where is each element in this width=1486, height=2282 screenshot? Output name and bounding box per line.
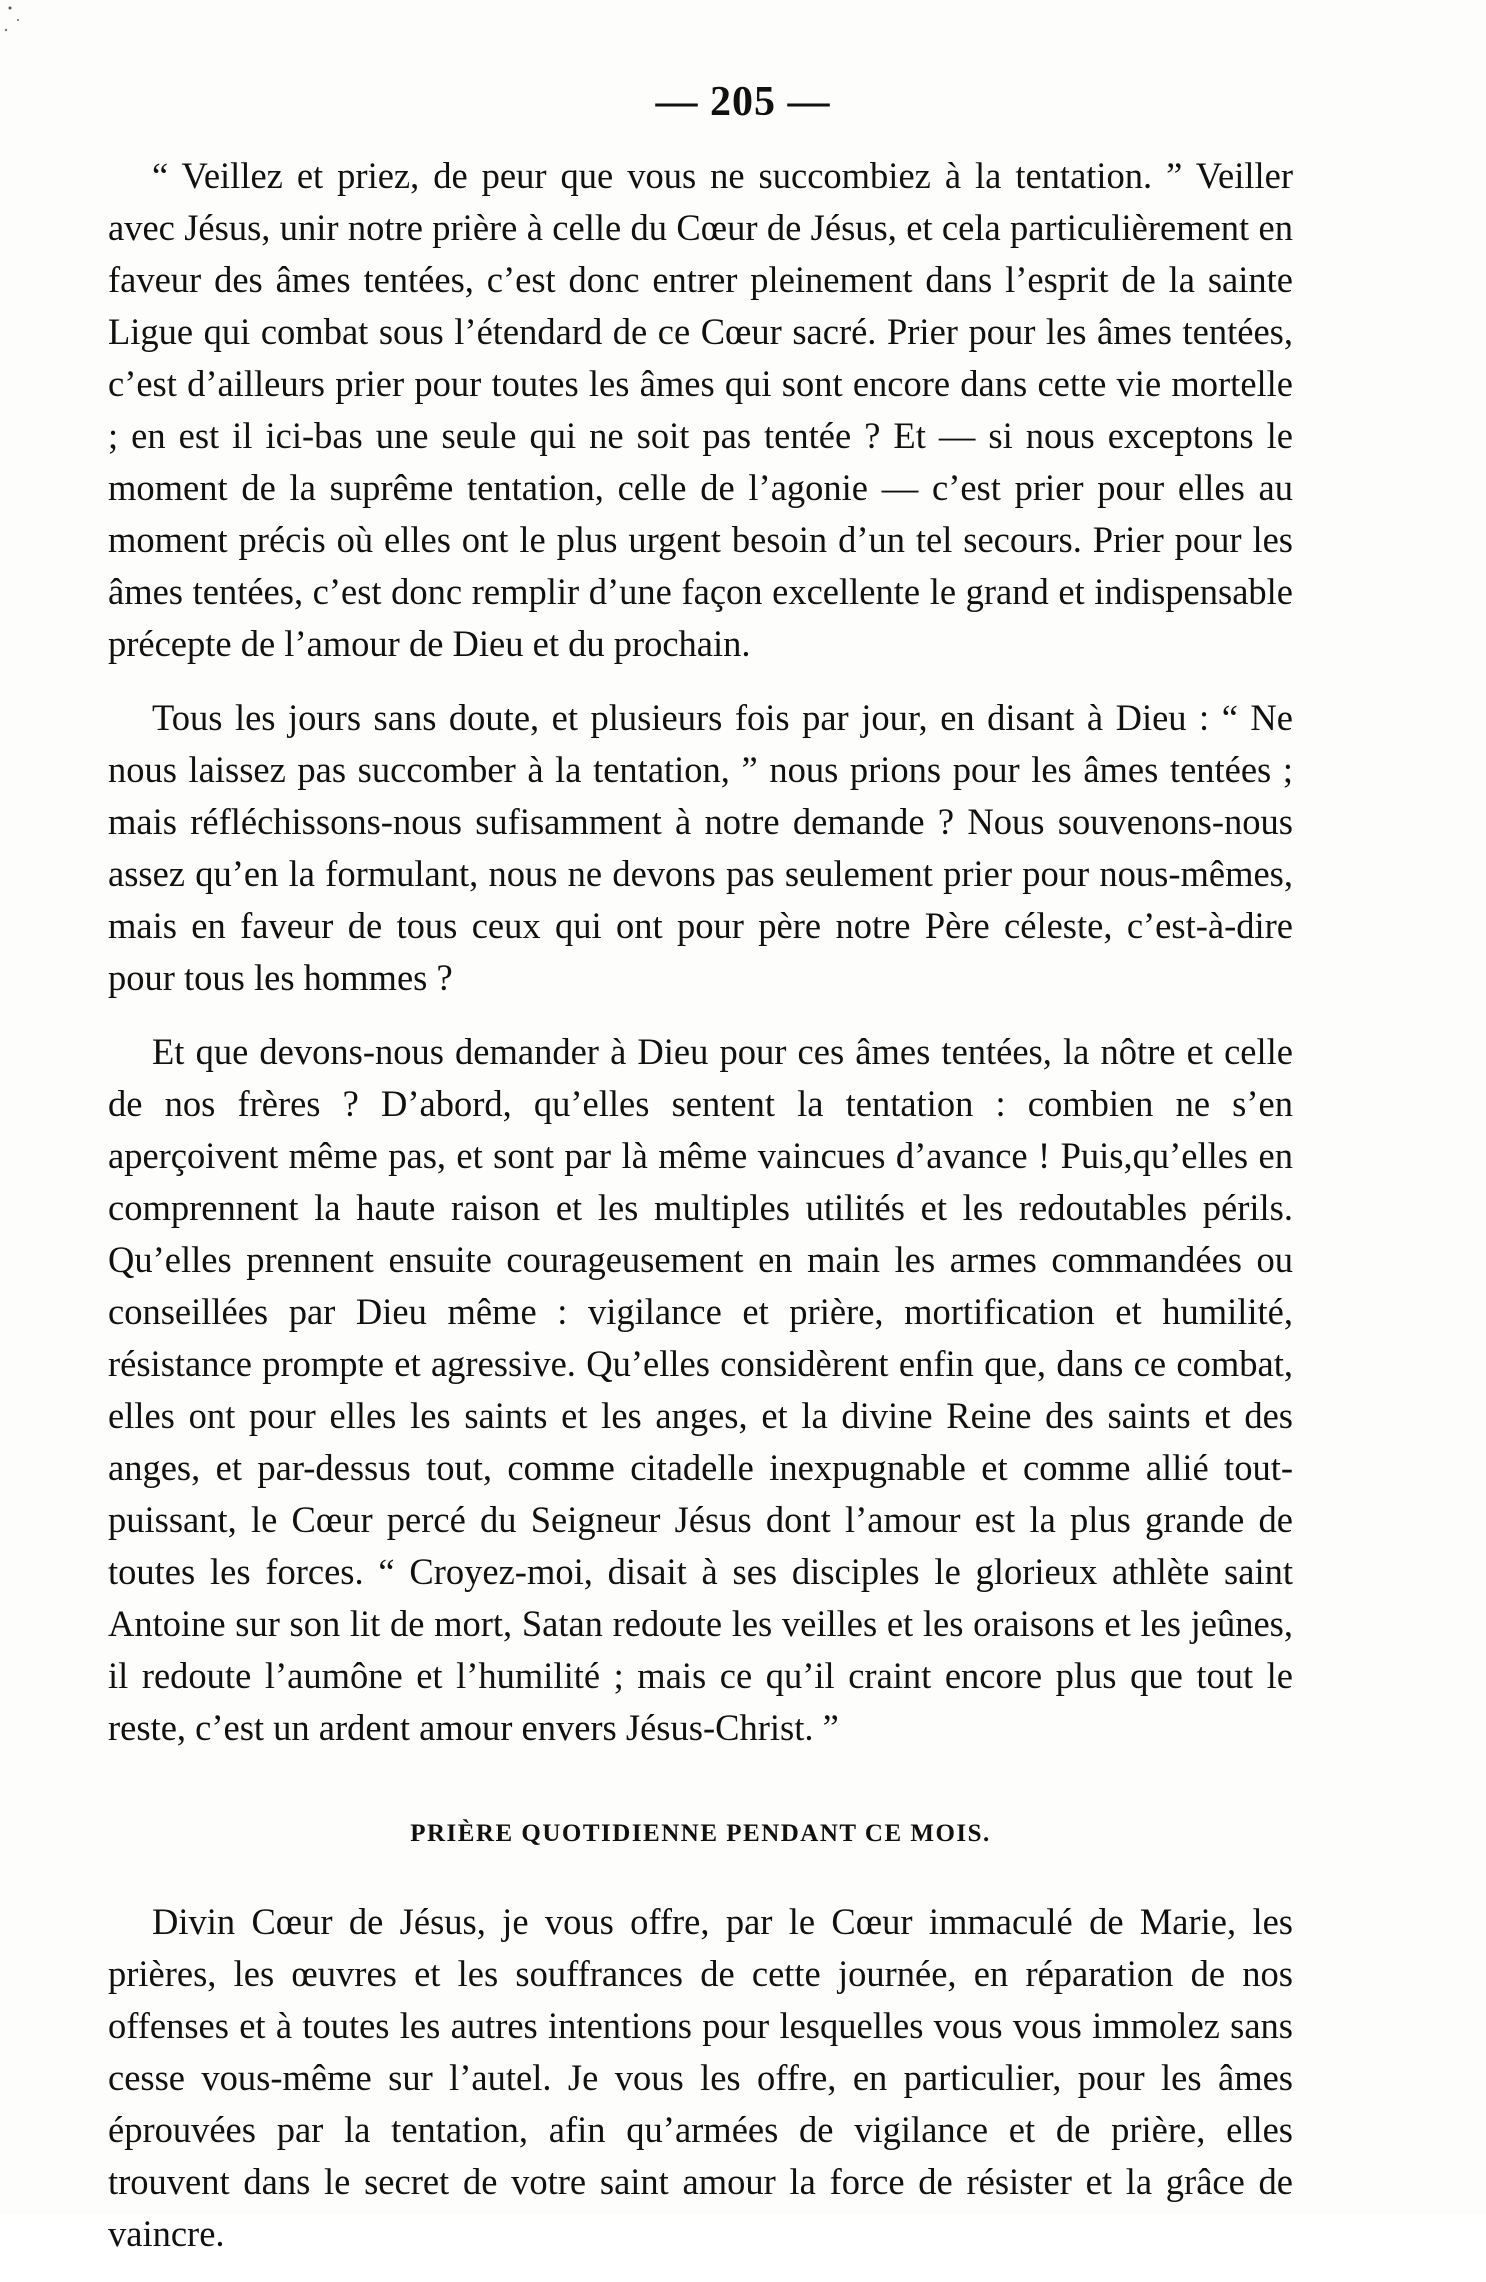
paragraph-1: “ Veillez et priez, de peur que vous ne succombiez à la tentation. ” Veiller avec Jésus, unir notre prière à celle du Cœur de Jésus, et cela particulièrement en faveur des âmes tentées, c’est donc entrer pleinement dans l’esprit de la sainte Ligue qui combat sous l’étendard de ce Cœur sacré. Prier pour les âmes tentées, c’est d’ailleurs prier pour toutes les âmes qui sont encore dans cette vie mortelle ; en est il ici-bas une seule qui ne soit pas tentée ? Et — si nous exceptons le moment de la suprême tentation, celle de l’agonie — c’est prier pour elles au moment précis où elles ont le plus urgent besoin d’un tel secours. Prier pour les âmes tentées, c’est donc remplir d’une façon excellente le grand et indispensable précepte de l’amour de Dieu et du prochain. xyxy=(108,155,1293,664)
prayer-paragraph: Divin Cœur de Jésus, je vous offre, par le Cœur immaculé de Marie, les prières, les œuvres et les souffrances de cette journée, en réparation de nos offenses et à toutes les autres intentions pour lesquelles vous vous immolez sans cesse vous-même sur l’autel. Je vous les offre, en particulier, pour les âmes éprouvées par la tentation, afin qu’armées de vigilance et de prière, elles trouvent dans le secret de votre saint amour la force de résister et la grâce de vaincre. xyxy=(108,1901,1293,2254)
page-body xyxy=(108,150,1293,2282)
paragraph-3: Et que devons-nous demander à Dieu pour ces âmes tentées, la nôtre et celle de nos frères ? D’abord, qu’elles sentent la tentation : combien ne s’en aperçoivent même pas, et sont par là même vaincues d’avance ! Puis,qu’elles en comprennent la haute raison et les multiples utilités et les redoutables périls. Qu’elles prennent ensuite courageusement en main les armes commandées ou conseillées par Dieu même : vigilance et prière, mortification et humilité, résistance prompte et agressive. Qu’elles considèrent enfin que, dans ce combat, elles ont pour elles les saints et les anges, et la divine Reine des saints et des anges, et par-dessus tout, comme citadelle inexpugnable et comme allié tout-puissant, le Cœur percé du Seigneur Jésus dont l’amour est la plus grande de toutes les forces. “ Croyez-moi, disait à ses disciples le glorieux athlète saint Antoine sur son lit de mort, Satan redoute les veilles et les oraisons et les jeûnes, il redoute l’aumône et l’humilité ; mais ce qu’il craint encore plus que tout le reste, c’est un ardent amour envers Jésus-Christ. ” xyxy=(108,1031,1293,1748)
paragraph-2: Tous les jours sans doute, et plusieurs fois par jour, en disant à Dieu : “ Ne nous laissez pas succomber à la tentation, ” nous prions pour les âmes tentées ; mais réfléchissons-nous sufisamment à notre demande ? Nous souvenons-nous assez qu’en la formulant, nous ne devons pas seulement prier pour nous-mêmes, mais en faveur de tous ceux qui ont pour père notre Père céleste, c’est-à-dire pour tous les hommes ? xyxy=(108,697,1293,998)
page-number: — 205 — xyxy=(655,79,831,125)
section-heading: PRIÈRE QUOTIDIENNE PENDANT CE MOIS. xyxy=(410,1820,991,1847)
paper-specks-decoration xyxy=(0,0,60,60)
